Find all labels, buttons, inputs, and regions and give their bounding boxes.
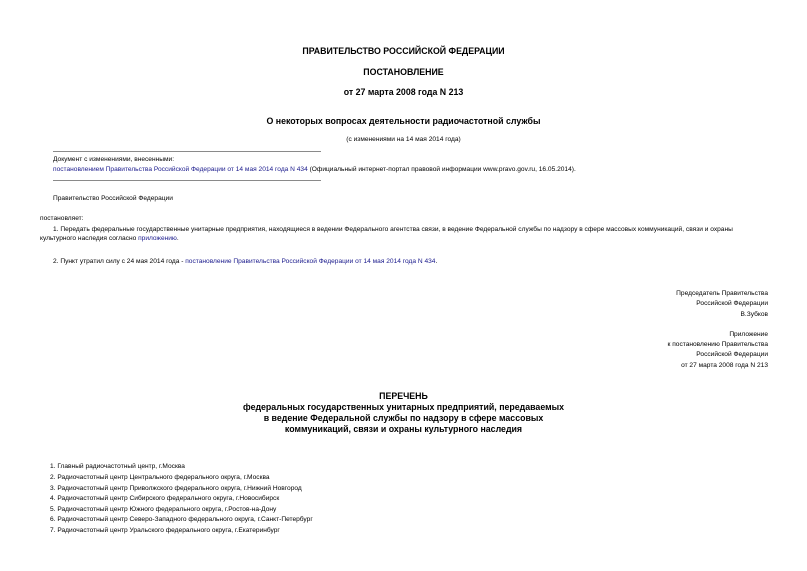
list-item: 5. Радиочастотный центр Южного федерального округа, г.Ростов-на-Дону [50,506,277,513]
government-name: ПРАВИТЕЛЬСТВО РОССИЙСКОЙ ФЕДЕРАЦИИ [302,46,505,56]
list-subtitle-1: федеральных государственных унитарных предприятий, передаваемых [242,402,565,412]
list-item: 7. Радиочастотный центр Уральского федерального округа, г.Екатеринбург [50,527,280,534]
changes-source: (Официальный интернет-портал правовой информации www.pravo.gov.ru, 16.05.2014). [307,166,576,173]
appendix-label: Приложение [729,331,768,338]
changes-note: (с изменениями на 14 мая 2014 года) [346,136,461,143]
changes-reference [53,165,576,174]
list-item: 3. Радиочастотный центр Приволжского федерального округа, г.Нижний Новгород [50,485,302,492]
document-type: ПОСТАНОВЛЕНИЕ [363,67,444,77]
appendix-ref-1: к постановлению Правительства [667,341,768,348]
paragraph-2-end: . [435,258,438,265]
list-subtitle-3: коммуникаций, связи и охраны культурного наследия [284,424,523,434]
appendix-link[interactable]: приложению [138,235,177,242]
document-title: О некоторых вопросах деятельности радиочастотной службы [266,116,541,126]
appendix-ref-2: Российской Федерации [696,351,768,358]
paragraph-1-text: 1. Передать федеральные государственные унитарные предприятия, находящиеся в ведении Федерального агентства связи, в ведение Федеральной службы по надзору в сфере массовых коммуникаций, связи и охраны культурного наследия согласно [40,226,733,242]
amendment-link[interactable]: постановлением Правительства Российской Федерации от 14 мая 2014 года N 434 [53,166,308,173]
list-item: 6. Радиочастотный центр Северо-Западного федерального округа, г.Санкт-Петербург [50,516,313,523]
appendix-ref-3: от 27 марта 2008 года N 213 [681,362,768,369]
paragraph-2-text: 2. Пункт утратил силу с 24 мая 2014 года - [53,258,186,265]
paragraph-2 [53,257,437,266]
changes-top-rule [53,151,321,152]
signature-country: Российской Федерации [696,300,768,307]
signature-title: Председатель Правительства [676,290,768,297]
signature-name: В.Зубков [740,311,768,318]
government-label: Правительство Российской Федерации [53,195,173,202]
decides-label: постановляет: [40,215,84,222]
list-heading: ПЕРЕЧЕНЬ [379,391,428,401]
list-item: 4. Радиочастотный центр Сибирского федерального округа, г.Новосибирск [50,495,280,502]
changes-bottom-rule [53,180,321,181]
paragraph-1 [40,225,770,243]
paragraph-1-end: . [176,235,179,242]
changes-intro: Документ с изменениями, внесенными: [53,156,175,163]
list-item: 1. Главный радиочастотный центр, г.Москва [50,463,185,470]
list-item: 2. Радиочастотный центр Центрального федерального округа, г.Москва [50,474,270,481]
repeal-link[interactable]: постановление Правительства Российской Федерации от 14 мая 2014 года N 434 [185,258,436,265]
list-subtitle-2: в ведение Федеральной службы по надзору в сфере массовых [263,413,544,423]
document-date-number: от 27 марта 2008 года N 213 [343,87,464,97]
